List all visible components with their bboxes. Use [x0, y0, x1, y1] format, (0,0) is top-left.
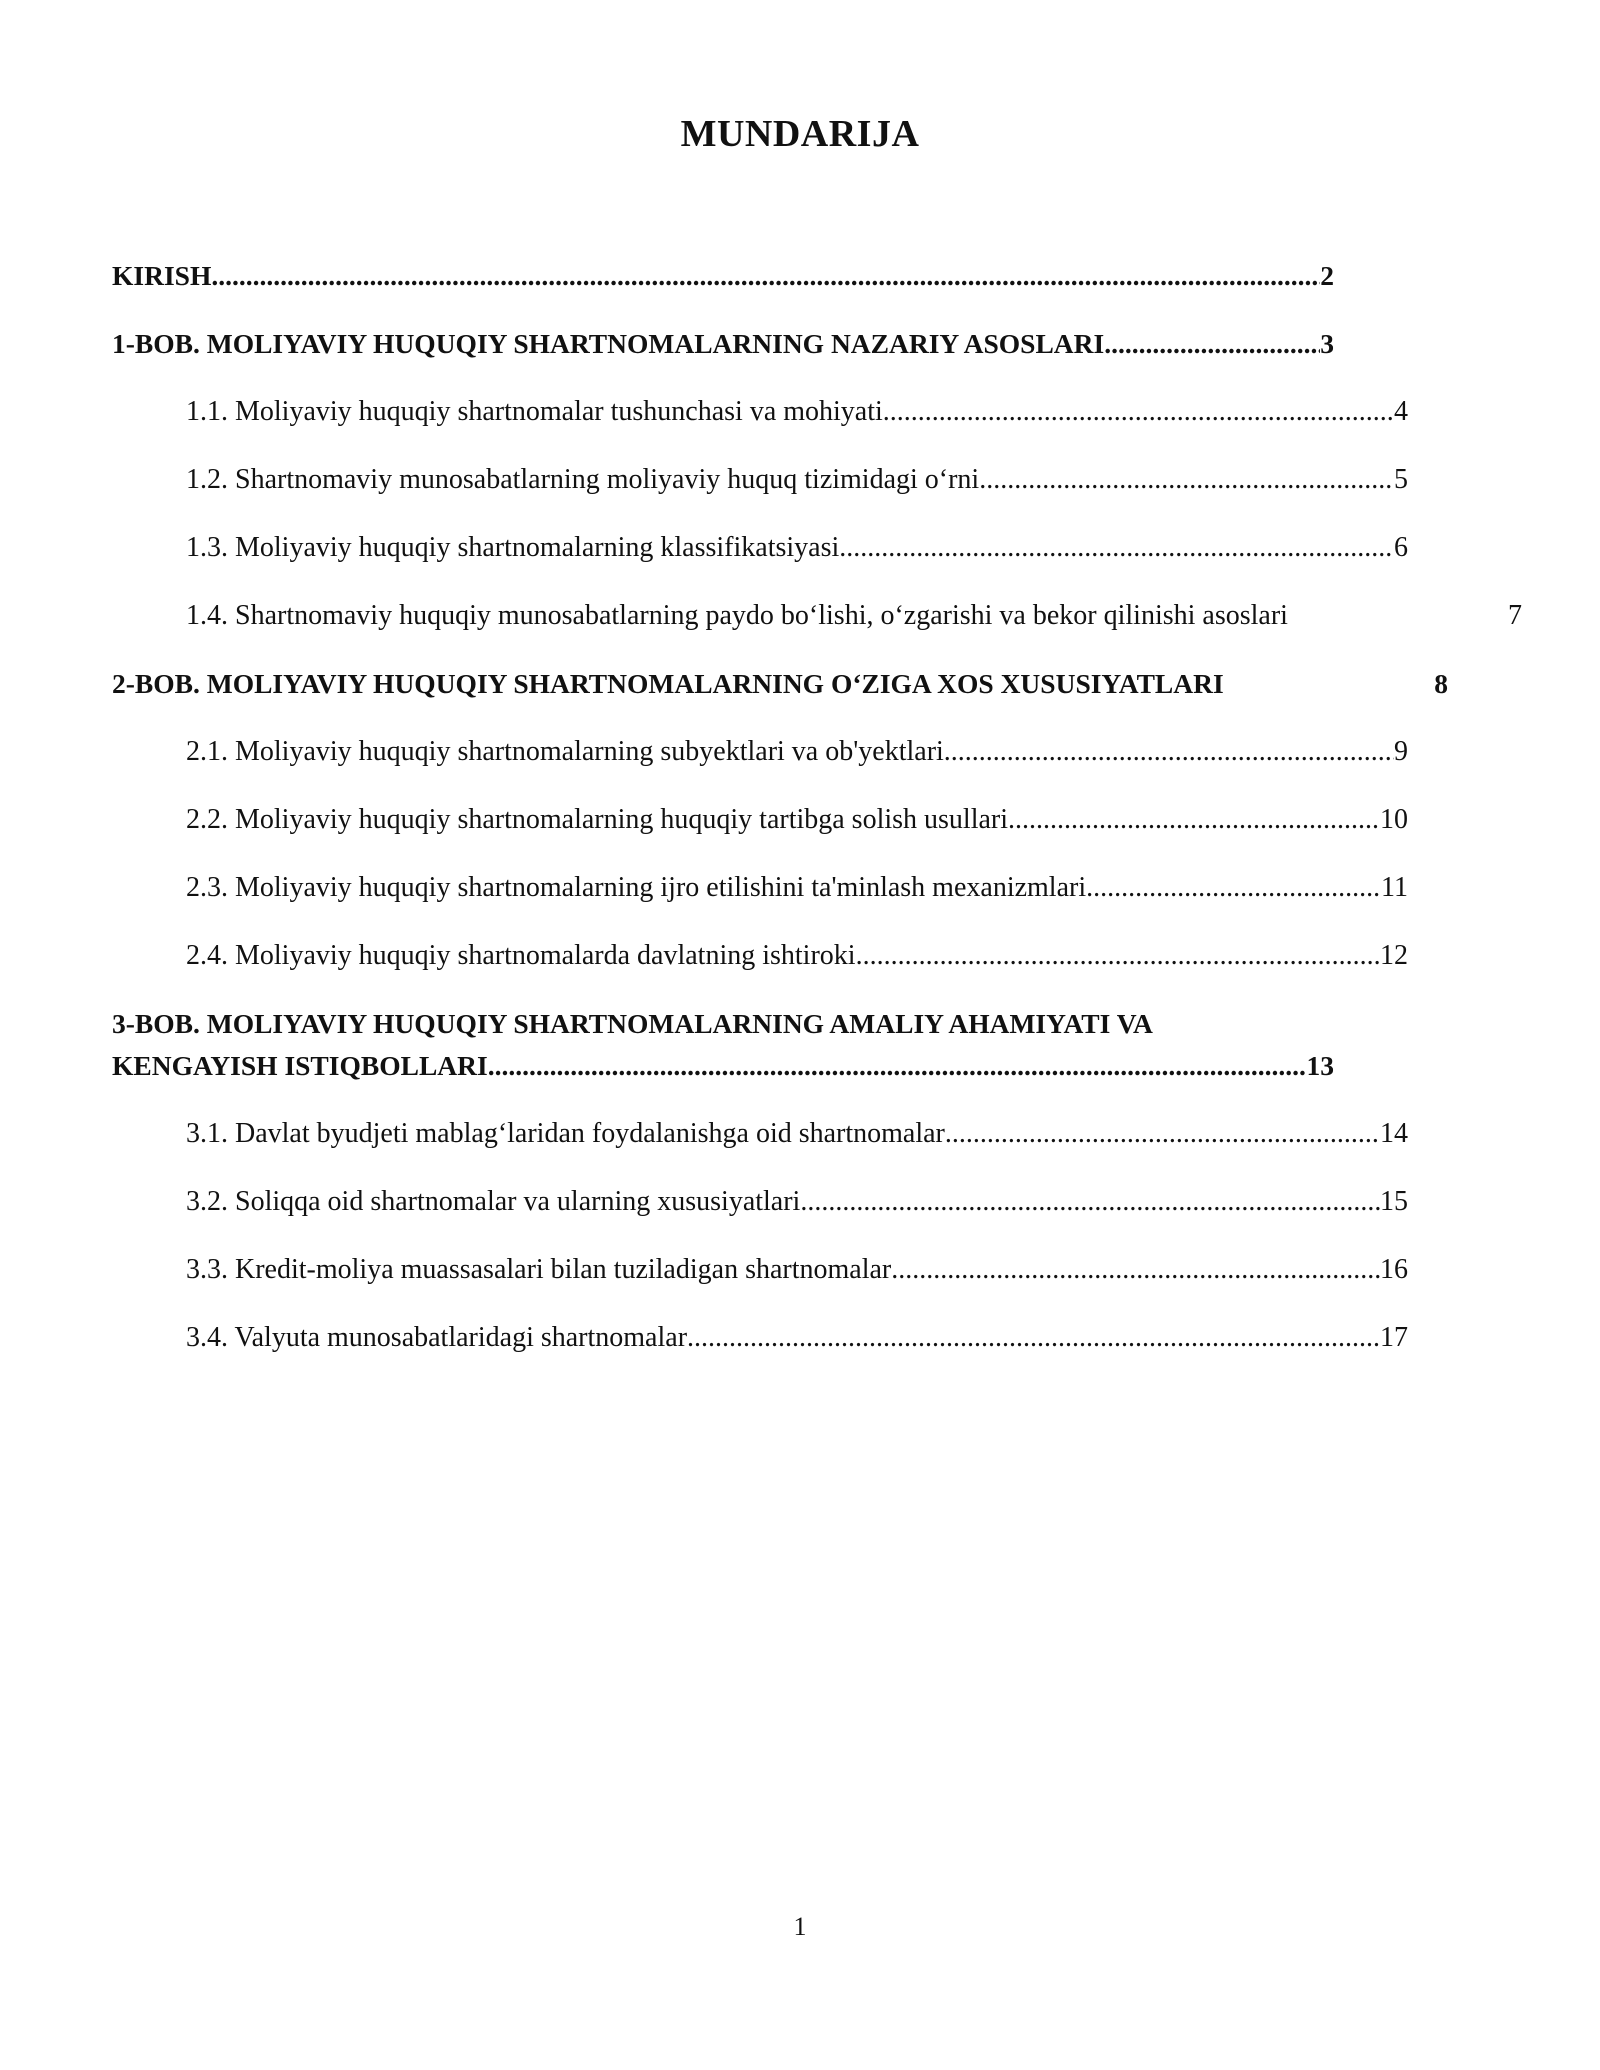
toc-entry-page: 8: [1434, 668, 1448, 699]
toc-entry-label: 1.2. Shartnomaviy munosabatlarning moliyaviy huquq tizimidagi o‘rni: [186, 464, 980, 495]
dot-leader: [856, 935, 1380, 977]
toc-entry-page: 13: [1306, 1050, 1334, 1081]
toc-entry-label: 3.1. Davlat byudjeti mablag‘laridan foydalanishga oid shartnomalar: [186, 1118, 945, 1149]
toc-entry-page: 11: [1381, 872, 1408, 903]
toc-entry-section-2-4[interactable]: [112, 935, 1408, 977]
toc-entry-label: 3.2. Soliqqa oid shartnomalar va ularning xususiyatlari: [186, 1186, 801, 1217]
toc-entry-page: 9: [1394, 736, 1408, 767]
toc-entry-section-1-2[interactable]: [112, 459, 1408, 501]
toc-entry-label: 1.1. Moliyaviy huquqiy shartnomalar tushunchasi va mohiyati: [186, 396, 883, 427]
toc-entry-page: 15: [1380, 1186, 1408, 1217]
toc-entry-page: 4: [1394, 396, 1408, 427]
toc-entry-page: 14: [1380, 1118, 1408, 1149]
dot-leader: [891, 1249, 1380, 1291]
dot-leader: [979, 459, 1394, 501]
toc-entry-page: 5: [1394, 464, 1408, 495]
toc-entry-label: 2-BOB. MOLIYAVIY HUQUQIY SHARTNOMALARNING O‘ZIGA XOS XUSUSIYATLARI: [112, 668, 1224, 699]
toc-entry-section-3-4[interactable]: [112, 1317, 1408, 1359]
toc-entry-label: 1.4. Shartnomaviy huquqiy munosabatlarning paydo bo‘lishi, o‘zgarishi va bekor qilinishi asoslari: [186, 600, 1288, 631]
dot-leader: [211, 255, 1320, 297]
toc-entry-section-1-4[interactable]: [112, 595, 1522, 637]
toc-entry-label: 3.4. Valyuta munosabatlaridagi shartnomalar: [186, 1322, 688, 1353]
toc-entry-section-2-3[interactable]: [112, 867, 1408, 909]
toc-entry-label: KIRISH: [112, 260, 212, 291]
dot-leader: [687, 1317, 1380, 1359]
dot-leader: [944, 731, 1394, 773]
toc-entry-page: 2: [1320, 260, 1334, 291]
page-title: MUNDARIJA: [680, 113, 920, 155]
toc-entry-page: 16: [1380, 1254, 1408, 1285]
toc-entry-section-2-1[interactable]: [112, 731, 1408, 773]
toc-entry-page: 12: [1380, 940, 1408, 971]
toc-entry-section-1-1[interactable]: [112, 391, 1408, 433]
toc-entry-chapter-3[interactable]: [112, 1003, 1334, 1087]
dot-leader: [1086, 867, 1381, 909]
toc-entry-label: 1.3. Moliyaviy huquqiy shartnomalarning klassifikatsiyasi: [186, 532, 840, 563]
dot-leader: [488, 1045, 1307, 1087]
toc-entry-label: 2.3. Moliyaviy huquqiy shartnomalarning ijro etilishini ta'minlash mexanizmlari: [186, 872, 1087, 903]
toc-entry-page: 10: [1380, 804, 1408, 835]
toc-entry-section-2-2[interactable]: [112, 799, 1408, 841]
toc-entry-label-line2: KENGAYISH ISTIQBOLLARI: [112, 1050, 488, 1081]
dot-leader: [883, 391, 1394, 433]
toc-entry-section-3-2[interactable]: [112, 1181, 1408, 1223]
toc-entry-label: 2.4. Moliyaviy huquqiy shartnomalarda davlatning ishtiroki: [186, 940, 856, 971]
toc-entry-section-3-3[interactable]: [112, 1249, 1408, 1291]
dot-leader: [800, 1181, 1380, 1223]
toc-entry-page: 7: [1508, 600, 1522, 631]
table-of-contents: [112, 255, 1522, 1385]
toc-entry-page: 17: [1380, 1322, 1408, 1353]
dot-leader: [839, 527, 1394, 569]
toc-entry-page: 3: [1320, 328, 1334, 359]
toc-entry-label: 3.3. Kredit-moliya muassasalari bilan tuziladigan shartnomalar: [186, 1254, 892, 1285]
toc-entry-chapter-1[interactable]: [112, 323, 1334, 365]
toc-entry-section-1-3[interactable]: [112, 527, 1408, 569]
toc-entry-label-line1: 3-BOB. MOLIYAVIY HUQUQIY SHARTNOMALARNING AMALIY AHAMIYATI VA: [112, 1008, 1153, 1039]
toc-entry-intro[interactable]: [112, 255, 1334, 297]
toc-entry-label: 2.2. Moliyaviy huquqiy shartnomalarning huquqiy tartibga solish usullari: [186, 804, 1009, 835]
toc-entry-label: 1-BOB. MOLIYAVIY HUQUQIY SHARTNOMALARNING NAZARIY ASOSLARI: [112, 328, 1105, 359]
toc-entry-page: 6: [1394, 532, 1408, 563]
toc-entry-section-3-1[interactable]: [112, 1113, 1408, 1155]
dot-leader: [1104, 323, 1320, 365]
dot-leader: [1008, 799, 1380, 841]
toc-entry-chapter-2[interactable]: [112, 663, 1448, 705]
toc-entry-label: 2.1. Moliyaviy huquqiy shartnomalarning subyektlari va ob'yektlari: [186, 736, 944, 767]
dot-leader: [945, 1113, 1380, 1155]
page-number: 1: [793, 1912, 807, 1941]
toc-entry-line2: [112, 1045, 1334, 1087]
